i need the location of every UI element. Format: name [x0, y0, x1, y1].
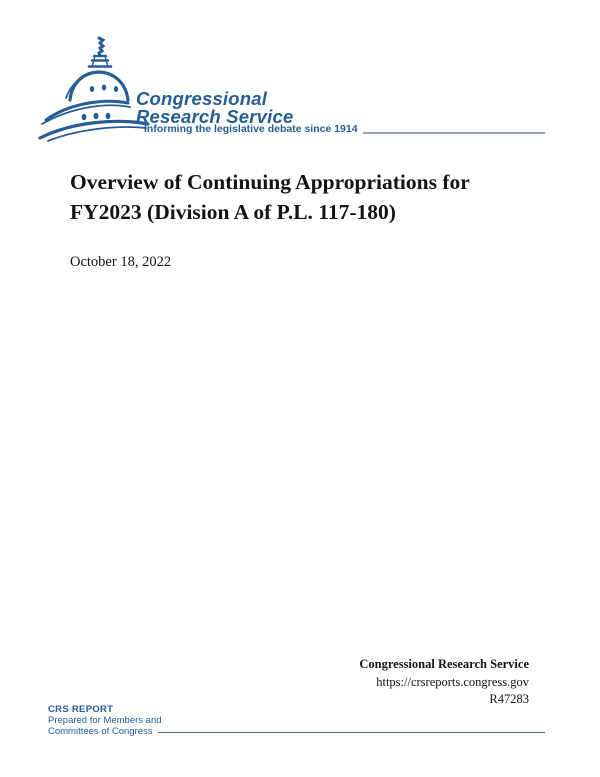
logo-wordmark	[136, 90, 293, 126]
footer-rule	[158, 732, 545, 734]
prepared-for-line2: Committees of Congress	[48, 726, 153, 737]
report-title	[70, 167, 550, 227]
crs-report-label: CRS REPORT	[48, 704, 114, 715]
report-date: October 18, 2022	[70, 254, 172, 270]
report-number: R47283	[489, 692, 529, 706]
publisher-url: https://crsreports.congress.gov	[376, 674, 529, 689]
logo-line-2: Research Service	[136, 106, 294, 127]
report-title-line1: Overview of Continuing Appropriations for	[70, 170, 470, 194]
publisher-name: Congressional Research Service	[359, 657, 529, 671]
prepared-for-line2-row	[48, 726, 545, 737]
report-title-line2: FY2023 (Division A of P.L. 117-180)	[70, 200, 396, 224]
masthead-tagline-row	[144, 123, 545, 136]
logo-tagline: Informing the legislative debate since 1914	[144, 123, 358, 135]
prepared-for-line1: Prepared for Members and	[48, 715, 162, 726]
logo-line-1: Congressional	[136, 88, 268, 109]
publisher-block	[359, 656, 529, 709]
masthead-rule	[363, 132, 545, 134]
crs-report-block	[48, 704, 545, 737]
